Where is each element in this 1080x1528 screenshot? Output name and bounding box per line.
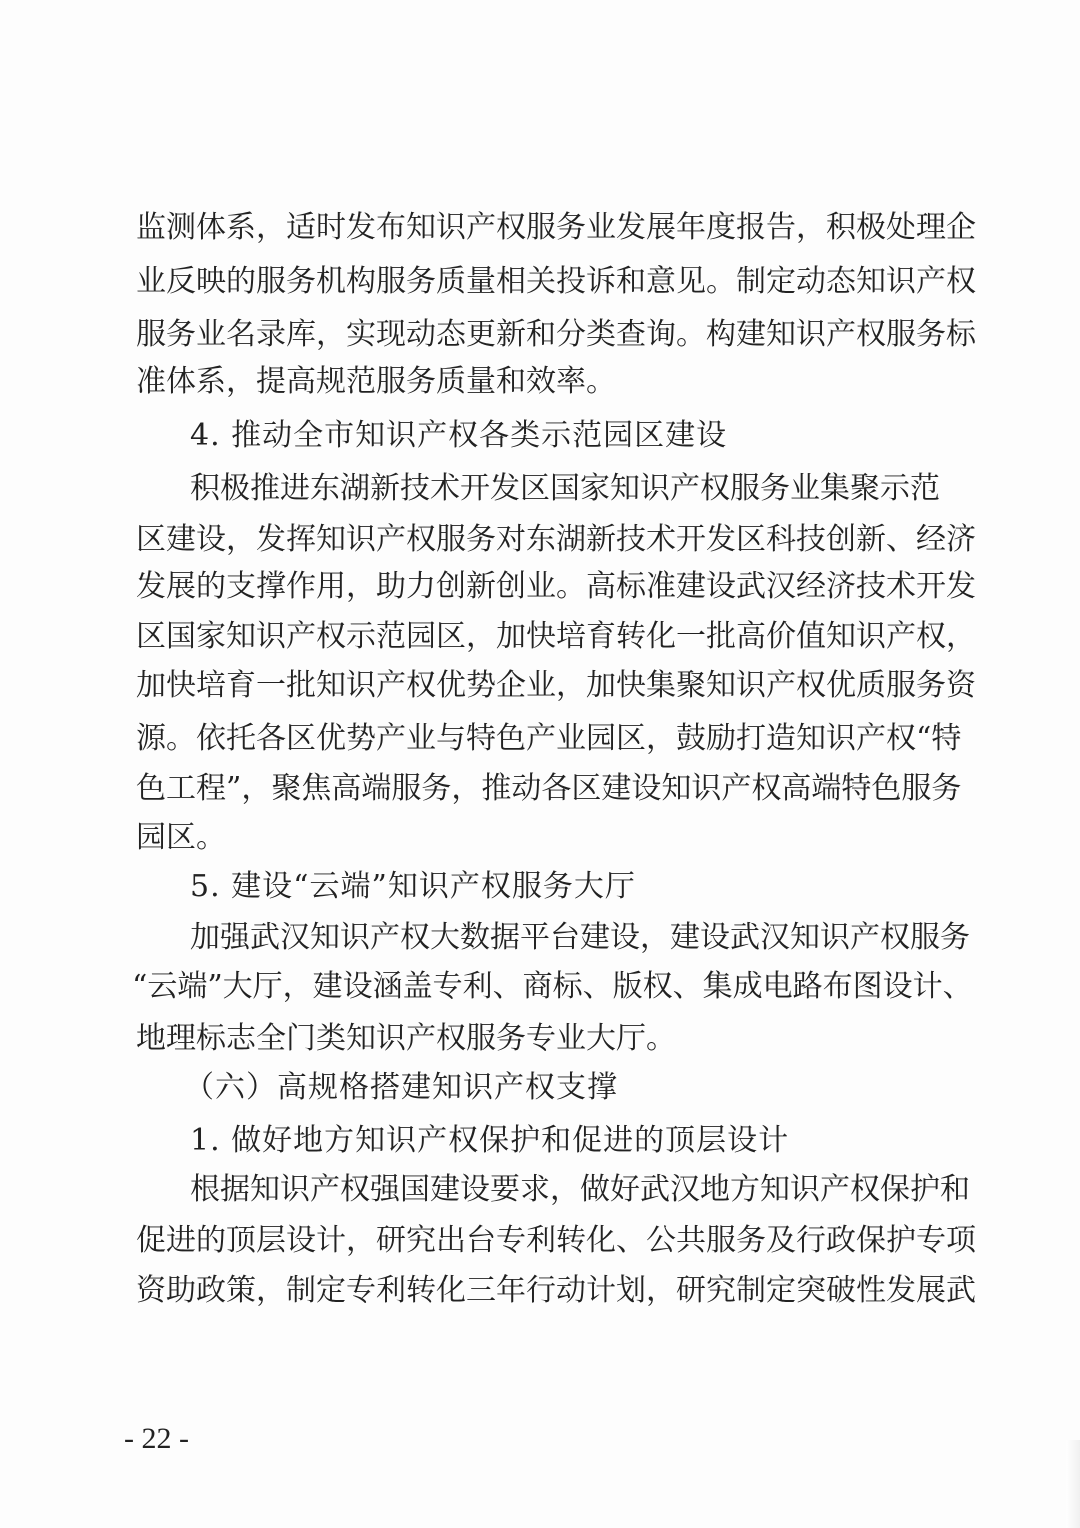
body-text-line: 促进的顶层设计，研究出台专利转化、公共服务及行政保护专项 (136, 1223, 976, 1258)
body-text-line: 源。依托各区优势产业与特色产业园区，鼓励打造知识产权“特 (136, 721, 962, 756)
section-heading-5: 5. 建设“云端”知识产权服务大厅 (190, 869, 636, 904)
body-text-line: 服务业名录库，实现动态更新和分类查询。构建知识产权服务标 (136, 317, 976, 352)
body-text-line: “云端”大厅，建设涵盖专利、商标、版权、集成电路布图设计、 (132, 969, 973, 1004)
body-text-line: 积极推进东湖新技术开发区国家知识产权服务业集聚示范 (190, 471, 940, 506)
body-text-line: 园区。 (136, 820, 226, 855)
section-heading-4: 4. 推动全市知识产权各类示范园区建设 (190, 418, 728, 453)
body-text-line: 加快培育一批知识产权优势企业，加快集聚知识产权优质服务资 (136, 668, 976, 703)
body-text-line: 根据知识产权强国建设要求，做好武汉地方知识产权保护和 (190, 1172, 970, 1207)
body-text-line: 区国家知识产权示范园区，加快培育转化一批高价值知识产权， (136, 619, 976, 654)
chapter-heading-six: （六）高规格搭建知识产权支撑 (184, 1070, 618, 1105)
body-text-line: 业反映的服务机构服务质量相关投诉和意见。制定动态知识产权 (136, 264, 976, 299)
page-number: - 22 - (124, 1422, 189, 1455)
body-text-line: 发展的支撑作用，助力创新创业。高标准建设武汉经济技术开发 (136, 569, 976, 604)
scan-edge-shadow (1066, 1440, 1080, 1528)
body-text-line: 地理标志全门类知识产权服务专业大厅。 (136, 1021, 676, 1056)
body-text-line: 区建设，发挥知识产权服务对东湖新技术开发区科技创新、经济 (136, 522, 976, 557)
body-text-line: 准体系，提高规范服务质量和效率。 (136, 364, 616, 399)
body-text-line: 加强武汉知识产权大数据平台建设，建设武汉知识产权服务 (190, 920, 970, 955)
body-text-line: 色工程”，聚焦高端服务，推动各区建设知识产权高端特色服务 (136, 771, 962, 806)
body-text-line: 监测体系，适时发布知识产权服务业发展年度报告，积极处理企 (136, 210, 976, 245)
body-text-line: 资助政策，制定专利转化三年行动计划，研究制定突破性发展武 (136, 1273, 976, 1308)
section-heading-1: 1. 做好地方知识产权保护和促进的顶层设计 (190, 1123, 790, 1158)
